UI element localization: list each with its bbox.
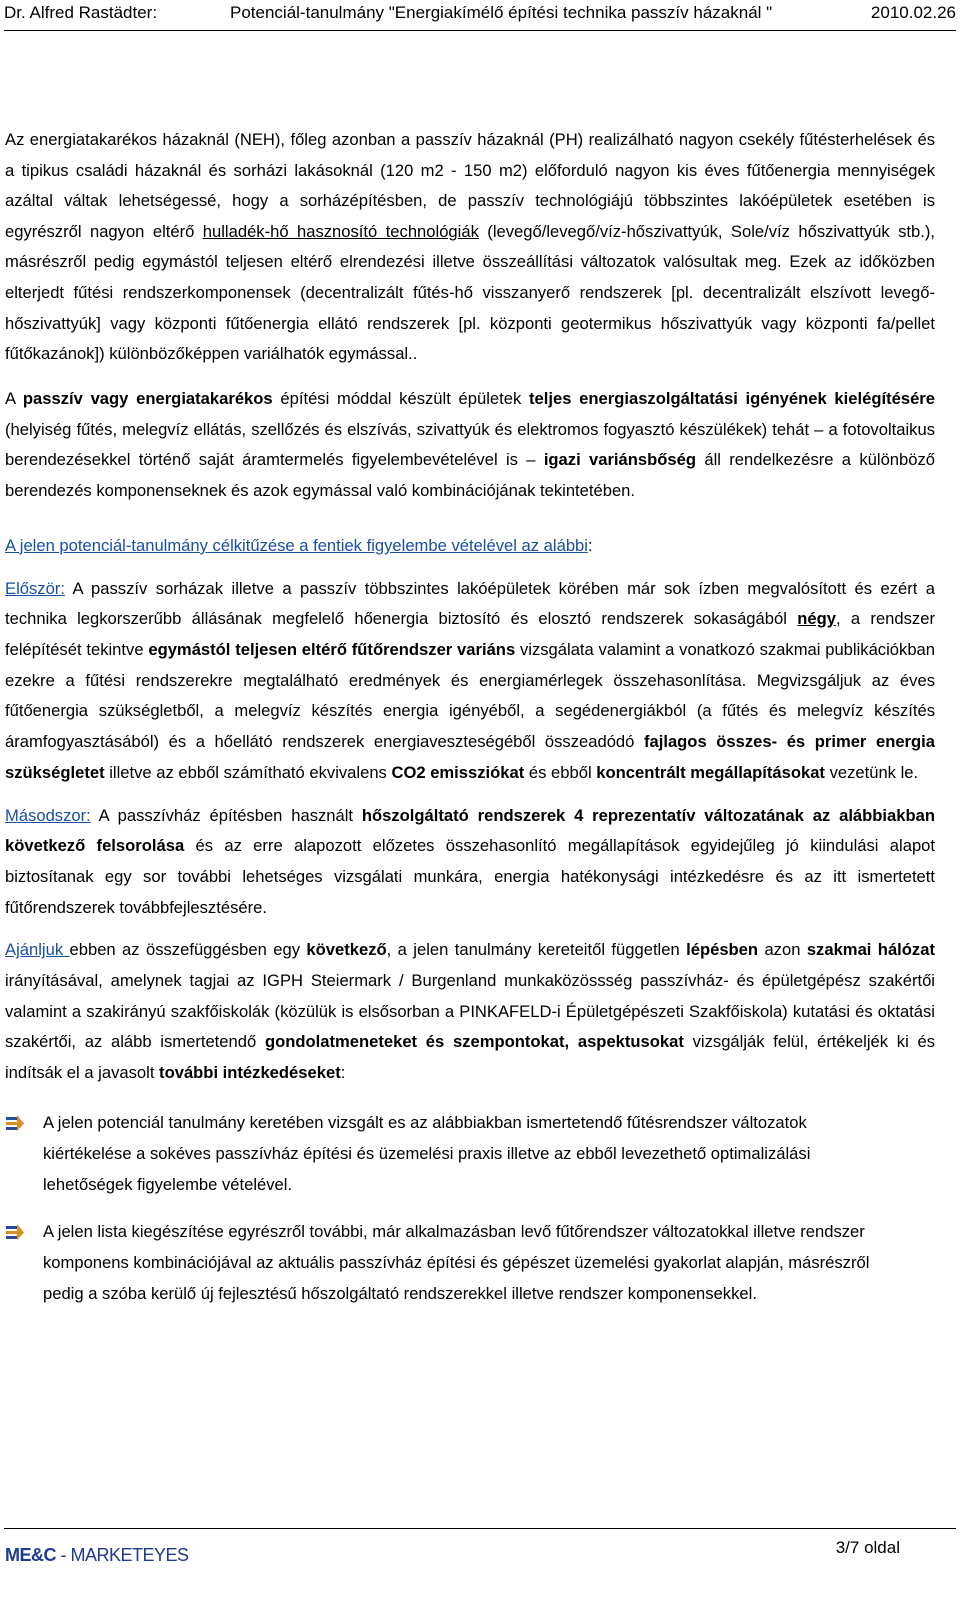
bullet-arrow-icon [5, 1115, 25, 1131]
list-item: A jelen potenciál tanulmány keretében vizsgált es az alábbiakban ismertetendő fűtésrendszer változatok kiértékelése a sokéves passzívház építési és üzemelési praxis illetve az ebből levezethető optimalizálási lehetőségek figyelembe vételével. [5, 1107, 881, 1200]
page-header [4, 0, 956, 31]
goal-link[interactable]: A jelen potenciál-tanulmány célkitűzése a fentiek figyelembe vételével az alábbi [5, 535, 588, 555]
header-date: 2010.02.26 [870, 3, 956, 22]
paragraph-intro: Az energiatakarékos házaknál (NEH), főleg azonban a passzív házaknál (PH) realizálható nagyon csekély fűtésterhelések és a tipikus családi házaknál és sorházi lakásoknál (120 m2 - 150 m2) előforduló nagyon kis éves fűtőenergia mennyiségek azáltal váltak lehetségessé, hogy a sorházépítésben, de passzív technológiájú többszintes lakóépületek esetében is egyrészről nagyon eltérő hulladék-hő hasznosító technológiák (levegő/levegő/víz-hőszivattyúk, Sole/víz hőszivattyúk stb.), másrészről pedig egymástól teljesen eltérő elrendezési illetve összeállítási változatok valósultak meg. Ezek az időközben elterjedt fűtési rendszerkomponensek (decentralizált fűtés-hő visszanyerő rendszerek [pl. decentralizált elszívott levegő-hőszivattyúk] vagy központi fűtőenergia ellátó rendszerek [pl. központi geotermikus hőszivattyúk vagy központi fa/pellet fűtőkazánok]) különbözőképpen variálhatók egymással.. [5, 130, 935, 364]
bullet-list [5, 1107, 935, 1309]
document-body [5, 125, 935, 1325]
paragraph-second: Másodszor: A passzívház építésben használt hőszolgáltató rendszerek 4 reprezentatív változatának az alábbiakban következő felsorolása és az erre alapozott előzetes összehasonlító megállapítások egyidejűleg jó kiindulási alapot biztosítanak egy sor további lehetséges vizsgálati munkára, energia hatékonysági intézkedésre és az itt ismertetett fűtőrendszerek továbbfejlesztésére. [5, 805, 936, 917]
bullet-arrow-icon [5, 1224, 25, 1240]
footer-brand: ME&C - MARKETEYES [5, 1545, 189, 1565]
paragraph-first: Először: A passzív sorházak illetve a passzív többszintes lakóépületek körében már sok ízben megvalósított és ezért a technika legkorszerűbb állásának megfelelő hőenergia biztosító és elosztó rendszerek sokaságából négy, a rendszer felépítését tekintve egymástól teljesen eltérő fűtőrendszer variáns vizsgálata valamint a vonatkozó szakmai publikációkban ezekre a fűtési rendszerekre megtalálható eredmények és energiamérlegek összehasonlítása. Megvizsgáljuk az éves fűtőenergia szükségletből, a melegvíz készítés energia igényéből, a segédenergiákból (a fűtés és melegvíz készítés áramfogyasztásából) és a hőellátó rendszerek energiaveszteségéből összeadódó fajlagos összes- és primer energia szükségletet illetve az ebből számítható ekvivalens CO2 emissziókat és ebből koncentrált megállapításokat vezetünk le. [5, 578, 936, 782]
second-label[interactable]: Másodszor: [5, 805, 91, 825]
recommend-label[interactable]: Ajánljuk [5, 940, 70, 960]
list-item: A jelen lista kiegészítése egyrészről további, már alkalmazásban levő fűtőrendszer változatokkal illetve rendszer komponens kombinációjával az aktuális passzívház építési és gépészet üzemelési gyakorlat alapján, másrészről pedig a szóba kerülő új fejlesztésű hőszolgáltató rendszerekkel illetve rendszer komponensekkel. [5, 1216, 881, 1309]
first-label[interactable]: Először: [5, 578, 65, 598]
goal-heading: A jelen potenciál-tanulmány célkitűzése a fentiek figyelembe vételével az alábbi: [5, 535, 593, 555]
page-number: 3/7 oldal [835, 1538, 900, 1557]
header-author: Dr. Alfred Rastädter: [4, 3, 158, 22]
paragraph-variants: A passzív vagy energiatakarékos építési móddal készült épületek teljes energiaszolgáltatási igényének kielégítésére (helyiség fűtés, melegvíz ellátás, szellőzés és elszívás, szivattyúk és elektromos fogyasztó készülékek) tehát – a fotovoltaikus berendezésekkel történő saját áramtermelés figyelembevételével is – igazi variánsbőség áll rendelkezésre a különböző berendezés komponenseknek és azok egymással való kombinációjának tekintetében. [5, 388, 936, 501]
paragraph-recommend: Ajánljuk ebben az összefüggésben egy következő, a jelen tanulmány kereteitől független lépésben azon szakmai hálózat irányításával, amelynek tagjai az IGPH Steiermark / Burgenland munkaközössség passzívház- és épületgépész szakértői valamint a szakirányú szakfőiskolák (közülük is elsősorban a PINKAFELD-i Épületgépészeti Szakfőiskola) kutatási és oktatási szakértői, az alább ismertetendő gondolatmeneteket és szempontokat, aspektusokat vizsgálják felül, értékeljék ki és indítsák el a javasolt további intézkedéseket: [5, 940, 935, 1083]
header-title: Potenciál-tanulmány "Energiakímélő építési technika passzív házaknál " [230, 3, 773, 22]
link-waste-heat[interactable]: hulladék-hő hasznosító technológiák [202, 221, 479, 241]
footer-divider [4, 1528, 956, 1529]
